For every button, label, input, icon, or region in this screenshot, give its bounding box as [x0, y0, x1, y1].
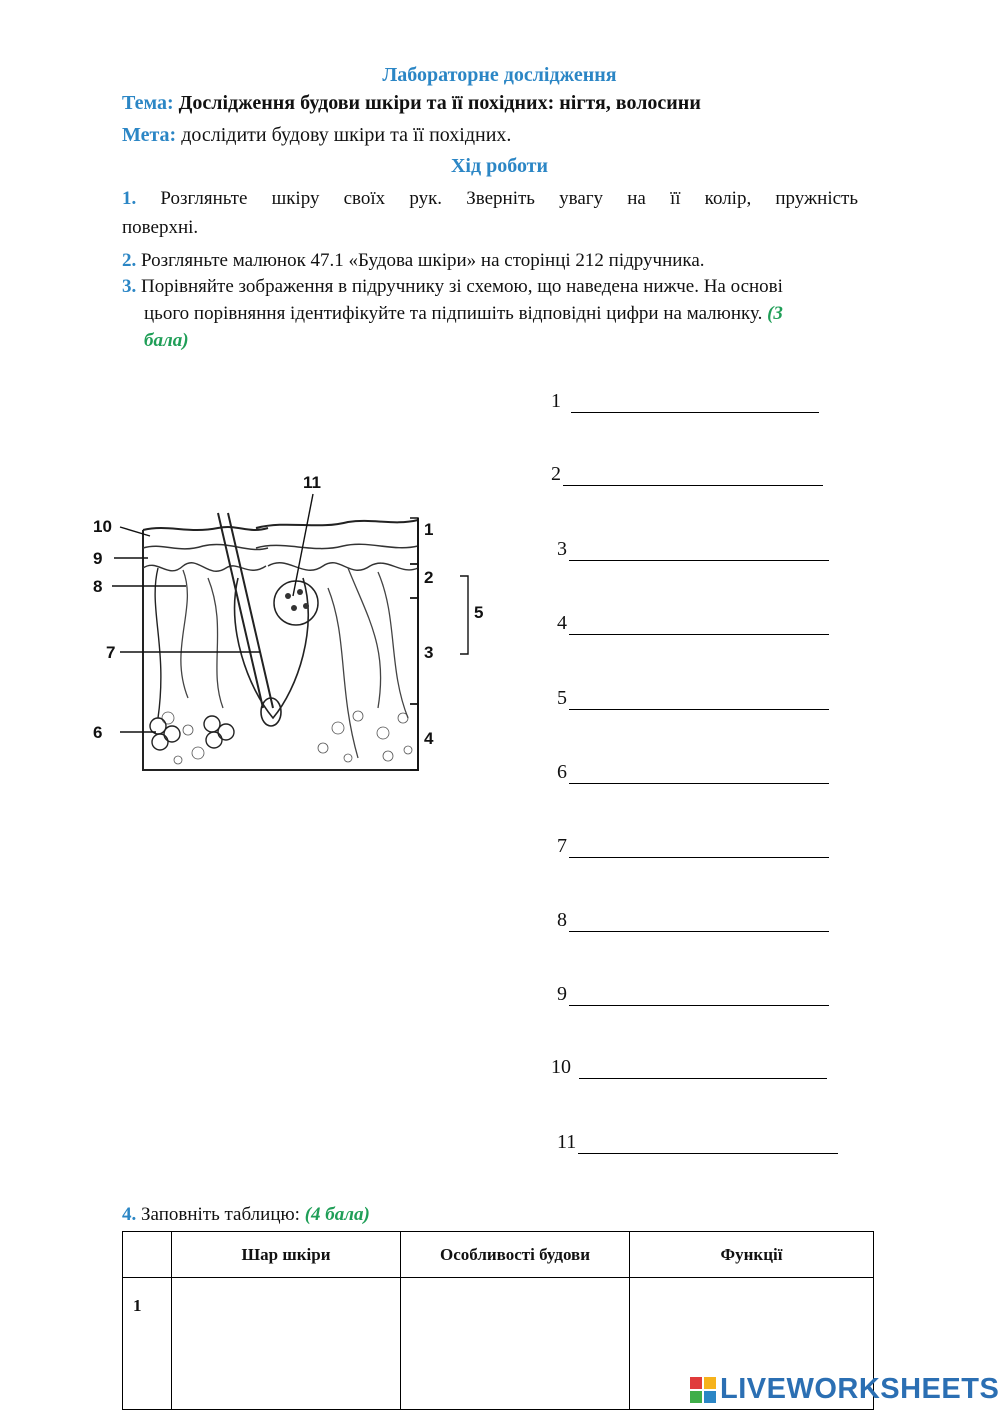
- answer-7-input[interactable]: [569, 835, 829, 858]
- diagram-label-5: 5: [474, 603, 484, 622]
- answer-row-8: [557, 906, 829, 932]
- diagram-label-11: 11: [303, 473, 321, 492]
- answer-number: 7: [557, 835, 567, 857]
- liveworksheets-logo-icon: [690, 1377, 716, 1403]
- table-header-layer: Шар шкіри: [172, 1232, 401, 1278]
- diagram-label-2: 2: [424, 568, 434, 587]
- step-4-points: (4 бала): [304, 1204, 370, 1225]
- step-1-continued: поверхні.: [122, 217, 199, 238]
- answer-row-5: [557, 684, 829, 710]
- step-3-text-2: цього порівняння ідентифікуйте та підпишіть відповідні цифри на малюнку.: [144, 303, 763, 324]
- answer-number: 6: [557, 761, 567, 783]
- goal-label: Мета:: [122, 124, 177, 146]
- answer-row-4: [557, 609, 829, 635]
- answer-5-input[interactable]: [569, 687, 829, 710]
- table-header-functions: Функції: [630, 1232, 874, 1278]
- answer-number: 2: [551, 463, 561, 485]
- diagram-label-8: 8: [93, 577, 103, 596]
- goal-line: [122, 124, 511, 147]
- answer-9-input[interactable]: [569, 983, 829, 1006]
- step-3-points-b: бала): [144, 330, 189, 351]
- answer-10-input[interactable]: [579, 1056, 827, 1079]
- answer-4-input[interactable]: [569, 612, 829, 635]
- diagram-label-7: 7: [106, 643, 116, 662]
- answer-number: 9: [557, 983, 567, 1005]
- step-2-text: Розгляньте малюнок 47.1 «Будова шкіри» на сторінці 212 підручника.: [141, 250, 705, 271]
- goal-text: дослідити будову шкіри та її похідних.: [181, 124, 512, 146]
- answer-number: 4: [557, 612, 567, 634]
- table-header-number: [123, 1232, 172, 1278]
- step-4: [122, 1202, 370, 1228]
- answer-2-input[interactable]: [563, 463, 823, 486]
- answer-8-input[interactable]: [569, 909, 829, 932]
- step-3: [122, 274, 942, 300]
- progress-heading: Хід роботи: [450, 155, 549, 177]
- answer-number: 3: [557, 538, 567, 560]
- step-1-text: Розгляньте шкіру своїх рук. Зверніть увагу на її колір, пружність: [160, 188, 859, 209]
- answer-row-10: [551, 1053, 827, 1079]
- diagram-label-4: 4: [424, 729, 434, 748]
- diagram-label-9: 9: [93, 549, 103, 568]
- step-1: [122, 186, 858, 212]
- step-2-number: 2.: [122, 250, 137, 271]
- diagram-label-1: 1: [424, 520, 434, 539]
- step-3-text: Порівняйте зображення в підручнику зі схемою, що наведена нижче. На основі: [141, 276, 783, 297]
- table-cell-structure[interactable]: [401, 1278, 630, 1410]
- topic-label: Тема:: [122, 92, 174, 114]
- answer-6-input[interactable]: [569, 761, 829, 784]
- step-3-points-a: (3: [767, 303, 783, 324]
- answer-3-input[interactable]: [569, 538, 829, 561]
- liveworksheets-logo-text: LIVEWORKSHEETS: [720, 1373, 999, 1405]
- step-3-continued: [144, 301, 944, 327]
- answer-number: 10: [551, 1056, 571, 1078]
- answer-row-11: [557, 1128, 838, 1154]
- step-3-number: 3.: [122, 276, 137, 297]
- table-header-structure: Особливості будови: [401, 1232, 630, 1278]
- table-cell-number: 1: [123, 1278, 172, 1410]
- step-1-number: 1.: [122, 188, 137, 209]
- topic-text: Дослідження будови шкіри та її похідних: нігтя, волосини: [178, 92, 701, 114]
- answer-number: 8: [557, 909, 567, 931]
- skin-diagram: [88, 468, 498, 778]
- page-title: Лабораторне дослідження: [382, 64, 617, 86]
- topic-line: [122, 92, 701, 115]
- diagram-label-3: 3: [424, 643, 434, 662]
- liveworksheets-brand: [690, 1373, 999, 1406]
- answer-number: 11: [557, 1131, 577, 1153]
- table-header-row: [123, 1232, 874, 1278]
- table-cell-layer[interactable]: [172, 1278, 401, 1410]
- answer-number: 1: [551, 390, 561, 412]
- answer-row-9: [557, 980, 829, 1006]
- step-4-number: 4.: [122, 1204, 137, 1225]
- step-4-text: Заповніть таблицю:: [141, 1204, 300, 1225]
- answer-row-1: [551, 387, 819, 413]
- diagram-label-10: 10: [93, 517, 112, 536]
- answer-row-2: [551, 460, 823, 486]
- diagram-label-6: 6: [93, 723, 103, 742]
- answer-row-6: [557, 758, 829, 784]
- answer-number: 5: [557, 687, 567, 709]
- answer-1-input[interactable]: [571, 390, 819, 413]
- answer-11-input[interactable]: [578, 1131, 838, 1154]
- answer-row-3: [557, 535, 829, 561]
- step-2: [122, 248, 705, 274]
- answer-row-7: [557, 832, 829, 858]
